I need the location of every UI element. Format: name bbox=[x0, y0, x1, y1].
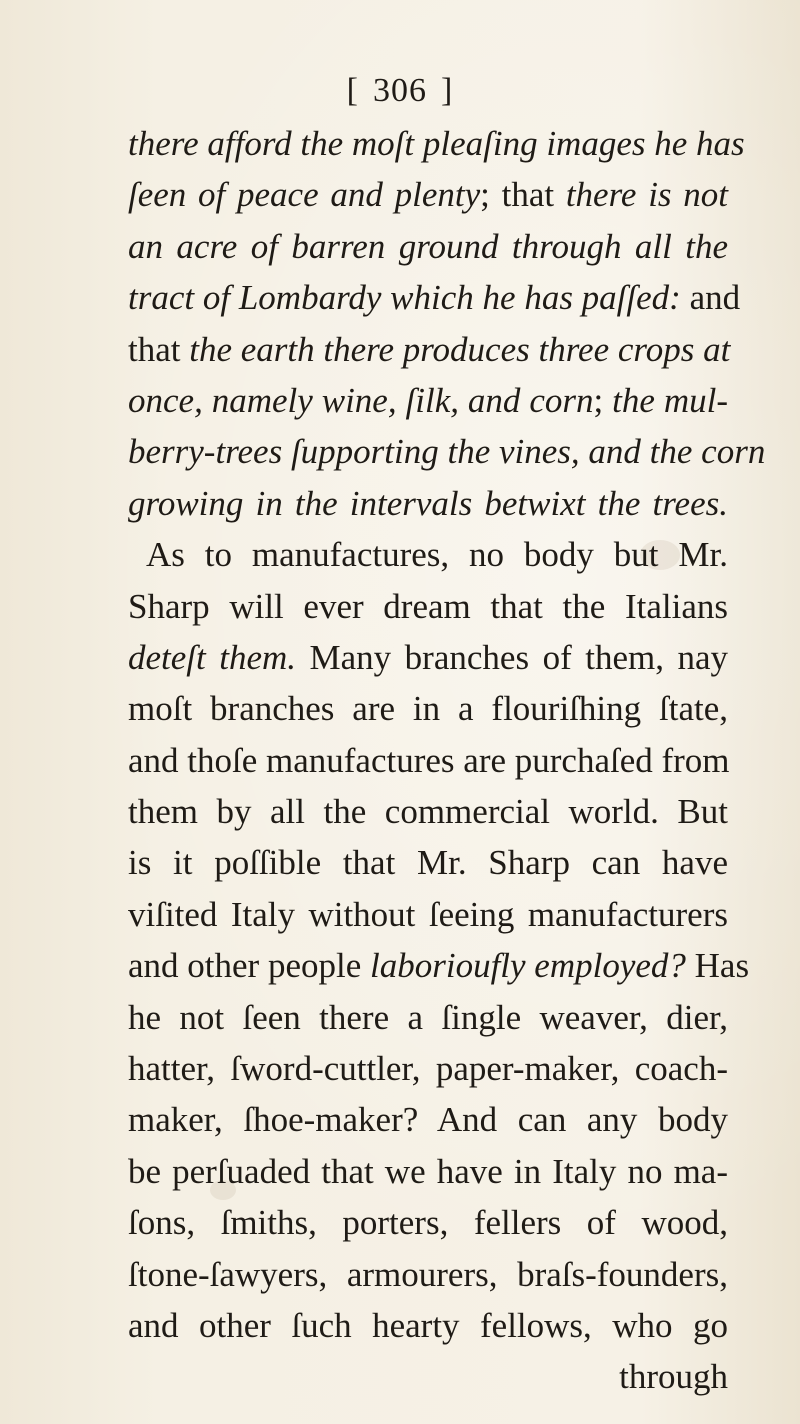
roman-text: and thoſe manufactures are purchaſed from bbox=[128, 740, 730, 780]
roman-text: maker, ſhoe-maker? And can any body bbox=[128, 1100, 728, 1140]
close-bracket: ] bbox=[441, 72, 454, 109]
text-line bbox=[128, 992, 728, 1043]
italic-text: ſeen of peace and plenty bbox=[128, 175, 481, 215]
open-bracket: [ bbox=[346, 72, 359, 109]
roman-text: be perſuaded that we have in Italy no ma- bbox=[128, 1151, 728, 1191]
text-line bbox=[128, 889, 728, 940]
text-line bbox=[128, 735, 728, 786]
text-line bbox=[128, 375, 728, 426]
text-line bbox=[128, 529, 728, 580]
text-line bbox=[128, 478, 728, 529]
roman-text: through bbox=[619, 1357, 728, 1397]
text-line bbox=[128, 272, 741, 323]
text-line bbox=[128, 426, 766, 477]
roman-text: and other people bbox=[128, 946, 370, 986]
text-line bbox=[128, 118, 745, 169]
roman-text: ſtone-ſawyers, armourers, braſs-founders, bbox=[128, 1254, 728, 1294]
text-line bbox=[128, 1351, 728, 1402]
text-line bbox=[128, 1197, 728, 1248]
italic-text: growing in the intervals betwixt the trees. bbox=[128, 483, 728, 523]
roman-text: ſons, ſmiths, porters, fellers of wood, bbox=[128, 1203, 728, 1243]
text-line bbox=[128, 581, 728, 632]
page-number: 306 bbox=[373, 72, 427, 109]
text-line bbox=[128, 1094, 728, 1145]
roman-text: ; bbox=[593, 380, 613, 420]
roman-text: and other ſuch hearty fellows, who go bbox=[128, 1305, 728, 1345]
text-line bbox=[128, 786, 728, 837]
roman-text: that bbox=[128, 329, 190, 369]
italic-text: deteſt them. bbox=[128, 637, 297, 677]
roman-text: Many branches of them, nay bbox=[296, 637, 728, 677]
roman-text: he not ſeen there a ſingle weaver, dier, bbox=[128, 997, 728, 1037]
text-line bbox=[128, 1249, 728, 1300]
text-line bbox=[128, 169, 728, 220]
body-text bbox=[128, 118, 766, 1403]
text-line bbox=[128, 632, 728, 683]
roman-text: is it poſſible that Mr. Sharp can have bbox=[128, 843, 728, 883]
italic-text: berry-trees ſupporting the vines, and the corn bbox=[128, 432, 766, 472]
italic-text: the mul- bbox=[612, 380, 728, 420]
roman-text: them by all the commercial world. But bbox=[128, 792, 728, 832]
text-line bbox=[128, 1300, 728, 1351]
roman-text: viſited Italy without ſeeing manufacturers bbox=[128, 894, 728, 934]
text-line bbox=[128, 837, 728, 888]
text-line bbox=[128, 324, 731, 375]
italic-text: once, namely wine, ſilk, and corn bbox=[128, 380, 594, 420]
italic-text: there is not bbox=[565, 175, 729, 215]
roman-text: Has bbox=[685, 946, 750, 986]
italic-text: laborioufly employed? bbox=[370, 946, 686, 986]
roman-text: As to manufactures, no body but Mr. bbox=[146, 535, 728, 575]
page-header bbox=[0, 72, 800, 110]
italic-text: the earth there produces three crops at bbox=[189, 329, 731, 369]
text-line bbox=[128, 1043, 728, 1094]
text-line bbox=[128, 940, 750, 991]
italic-text: an acre of barren ground through all the bbox=[128, 226, 728, 266]
italic-text: tract of Lombardy which he has paſſed: bbox=[128, 278, 681, 318]
text-line bbox=[128, 221, 728, 272]
roman-text: and bbox=[680, 278, 741, 318]
italic-text: there afford the moſt pleaſing images he has bbox=[128, 124, 745, 163]
roman-text: moſt branches are in a flouriſhing ſtate, bbox=[128, 689, 728, 729]
roman-text: hatter, ſword-cuttler, paper-maker, coach- bbox=[128, 1049, 728, 1089]
roman-text: ; that bbox=[480, 175, 566, 215]
text-line bbox=[128, 1146, 728, 1197]
text-line bbox=[128, 683, 728, 734]
roman-text: Sharp will ever dream that the Italians bbox=[128, 586, 728, 626]
